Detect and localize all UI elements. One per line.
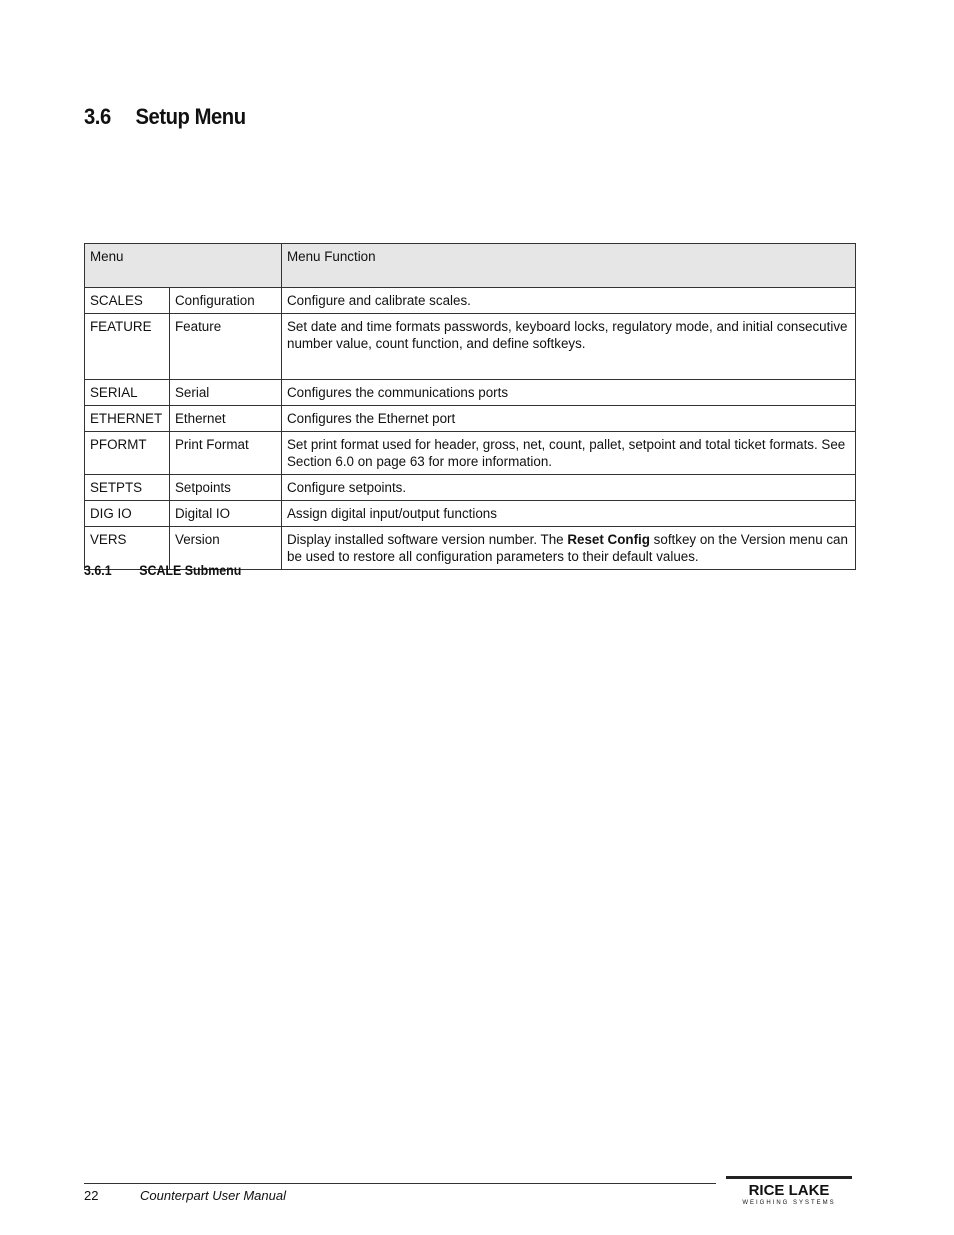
function-text: Display installed software version number. The: [287, 532, 568, 547]
table-row: [85, 406, 856, 432]
menu-code: SETPTS: [85, 475, 170, 501]
table-row: [85, 432, 856, 475]
menu-name: Ethernet: [170, 406, 282, 432]
subsection-title: SCALE Submenu: [139, 563, 242, 578]
menu-code: ETHERNET: [85, 406, 170, 432]
menu-code: SERIAL: [85, 380, 170, 406]
menu-name: Configuration: [170, 288, 282, 314]
reset-config-softkey-label: Reset Config: [567, 532, 650, 547]
menu-function: Set date and time formats passwords, keyboard locks, regulatory mode, and initial consecutive number value, count function, and define softkeys.: [282, 314, 856, 380]
table-row: [85, 314, 856, 380]
subsection-number: 3.6.1: [84, 563, 112, 578]
footer-divider: [84, 1183, 716, 1184]
page-number: 22: [84, 1188, 99, 1203]
menu-code: VERS: [85, 527, 170, 570]
menu-function: Assign digital input/output functions: [282, 501, 856, 527]
menu-code: DIG IO: [85, 501, 170, 527]
menu-function: [282, 527, 856, 570]
menu-code: SCALES: [85, 288, 170, 314]
table-row: [85, 501, 856, 527]
logo-main-text: RICE LAKE: [748, 1182, 830, 1199]
function-text: softkey on the Version menu can be used to restore all configuration parameters to their default values.: [287, 532, 848, 564]
menu-code: PFORMT: [85, 432, 170, 475]
subsection-heading: [84, 563, 241, 578]
logo-sub-text: WEIGHING SYSTEMS: [742, 1200, 836, 1206]
table-row: [85, 288, 856, 314]
section-heading: [84, 104, 246, 130]
rice-lake-logo: [724, 1174, 854, 1208]
menu-function: Set print format used for header, gross, net, count, pallet, setpoint and total ticket formats. See Section 6.0 on page 63 for more information.: [282, 432, 856, 475]
section-number: 3.6: [84, 104, 111, 129]
menu-name: Digital IO: [170, 501, 282, 527]
table-row: [85, 475, 856, 501]
menu-function: Configure and calibrate scales.: [282, 288, 856, 314]
menu-function: Configures the Ethernet port: [282, 406, 856, 432]
menu-code: FEATURE: [85, 314, 170, 380]
header-menu-function: Menu Function: [282, 244, 856, 288]
section-title: Setup Menu: [135, 104, 246, 129]
table-header-row: [85, 244, 856, 288]
menu-name: Version: [170, 527, 282, 570]
menu-name: Serial: [170, 380, 282, 406]
menu-name: Feature: [170, 314, 282, 380]
menu-name: Setpoints: [170, 475, 282, 501]
header-menu: Menu: [85, 244, 282, 288]
menu-function: Configures the communications ports: [282, 380, 856, 406]
table-row: [85, 380, 856, 406]
setup-menu-table: [84, 243, 856, 570]
manual-title: Counterpart User Manual: [140, 1188, 286, 1203]
menu-function: Configure setpoints.: [282, 475, 856, 501]
menu-name: Print Format: [170, 432, 282, 475]
